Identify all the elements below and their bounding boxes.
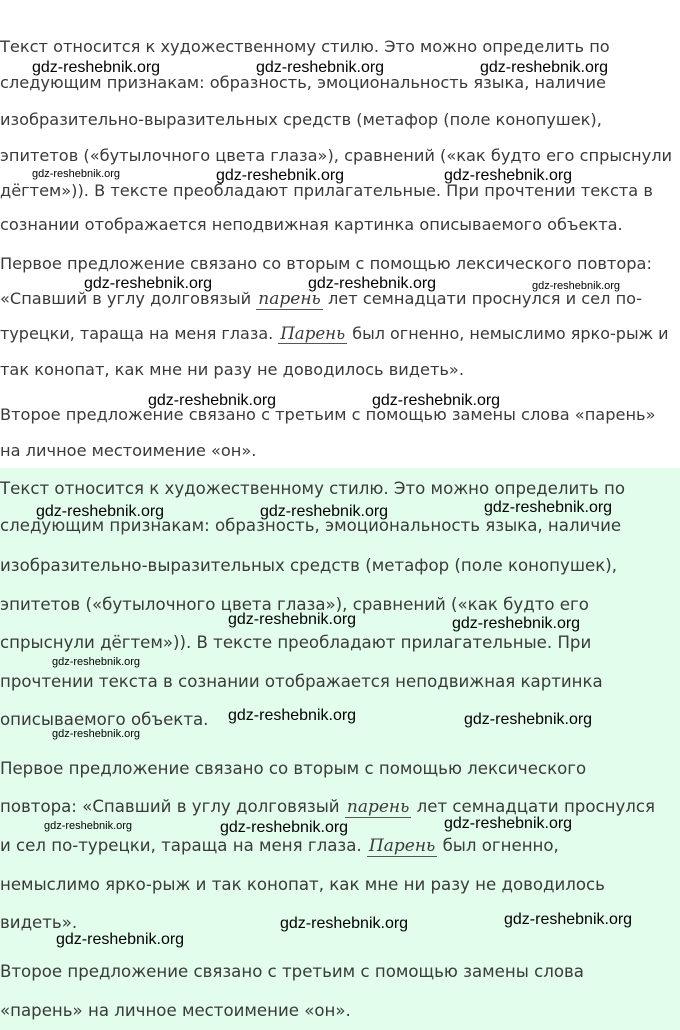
watermark: gdz-reshebnik.org (148, 392, 277, 409)
watermark: gdz-reshebnik.org (532, 280, 621, 292)
quote-rest: лет семнадцати проснулся (416, 797, 655, 816)
text-line: описываемого объекта. (0, 710, 209, 729)
watermark: gdz-reshebnik.org (484, 499, 613, 516)
text-line (0, 797, 655, 817)
watermark: gdz-reshebnik.org (504, 911, 633, 928)
watermark: gdz-reshebnik.org (260, 503, 389, 520)
text-line (0, 836, 559, 856)
text-line: изобразительно-выразительных средств (метафор (поле конопушек), (0, 110, 602, 129)
watermark: gdz-reshebnik.org (32, 168, 121, 180)
text-line: немыслимо ярко-рыж и так конопат, как мне ни разу не доводилось (0, 875, 605, 894)
text-line: Второе предложение связано с третьим с помощью замены слова (0, 962, 584, 981)
text-line: Первое предложение связано со вторым с помощью лексического повтора: (0, 254, 652, 273)
watermark: gdz-reshebnik.org (372, 392, 501, 409)
watermark: gdz-reshebnik.org (52, 728, 141, 740)
text-line: эпитетов («бутылочного цвета глаза»), сравнений («как будто его (0, 595, 589, 614)
text-line: на личное местоимение «он». (0, 441, 257, 460)
watermark: gdz-reshebnik.org (52, 656, 141, 668)
handwritten-word: Парень (280, 324, 346, 343)
watermark: gdz-reshebnik.org (44, 820, 133, 832)
watermark: gdz-reshebnik.org (228, 707, 357, 724)
handwritten-word: парень (346, 797, 410, 817)
text-line: эпитетов («бутылочного цвета глаза»), сравнений («как будто его спрыснули (0, 146, 673, 165)
watermark: gdz-reshebnik.org (220, 819, 349, 836)
watermark: gdz-reshebnik.org (36, 503, 165, 520)
handwritten-word: Парень (368, 836, 436, 856)
text-line: «парень» на личное местоимение «он». (0, 1001, 351, 1020)
text-line: сознании отображается неподвижная картинка описываемого объекта. (0, 215, 623, 234)
watermark: gdz-reshebnik.org (444, 815, 573, 832)
quote-line2-rest: был огненно, (442, 836, 559, 855)
quote-line2-start: и сел по-турецки, тараща на меня глаза. (0, 836, 362, 855)
text-line: следующим признакам: образность, эмоциональность языка, наличие (0, 73, 606, 92)
answer-block-2 (0, 468, 680, 1030)
watermark: gdz-reshebnik.org (84, 275, 213, 292)
watermark: gdz-reshebnik.org (32, 59, 161, 76)
text-line: следующим признакам: образность, эмоциональность языка, наличие (0, 516, 622, 535)
text-line: дёгтем»)). В тексте преобладают прилагательные. При прочтении текста в (0, 181, 653, 200)
watermark: gdz-reshebnik.org (464, 711, 593, 728)
quote-start: «Спавший в углу долговязый (0, 289, 252, 308)
text-line: Второе предложение связано с третьим с помощью замены слова «парень» (0, 405, 656, 424)
text-line: Текст относится к художественному стилю. Это можно определить по (0, 37, 610, 56)
text-line: спрыснули дёгтем»)). В тексте преобладают прилагательные. При (0, 633, 592, 652)
text-line: прочтении текста в сознании отображается неподвижная картинка (0, 672, 603, 691)
watermark: gdz-reshebnik.org (480, 59, 609, 76)
watermark: gdz-reshebnik.org (228, 611, 357, 628)
quote-line2-rest: был огненно, немыслимо ярко-рыж и (352, 324, 669, 343)
answer-block-1 (0, 0, 680, 468)
text-line: Текст относится к художественному стилю. Это можно определить по (0, 479, 625, 498)
watermark: gdz-reshebnik.org (444, 167, 573, 184)
quote-line2-start: турецки, тараща на меня глаза. (0, 324, 274, 343)
handwritten-word: парень (258, 289, 321, 309)
quote-start: повтора: «Спавший в углу долговязый (0, 797, 340, 816)
text-line: видеть». (0, 913, 78, 932)
text-line: изобразительно-выразительных средств (метафор (поле конопушек), (0, 556, 617, 575)
text-line (0, 324, 668, 344)
watermark: gdz-reshebnik.org (216, 167, 345, 184)
text-line: так конопат, как мне ни разу не доводилось видеть». (0, 360, 464, 379)
watermark: gdz-reshebnik.org (280, 915, 409, 932)
watermark: gdz-reshebnik.org (56, 931, 185, 948)
text-line: Первое предложение связано со вторым с помощью лексического (0, 759, 587, 778)
quote-rest: лет семнадцати проснулся и сел по- (327, 289, 642, 308)
watermark: gdz-reshebnik.org (256, 59, 385, 76)
watermark: gdz-reshebnik.org (452, 615, 581, 632)
watermark: gdz-reshebnik.org (308, 275, 437, 292)
